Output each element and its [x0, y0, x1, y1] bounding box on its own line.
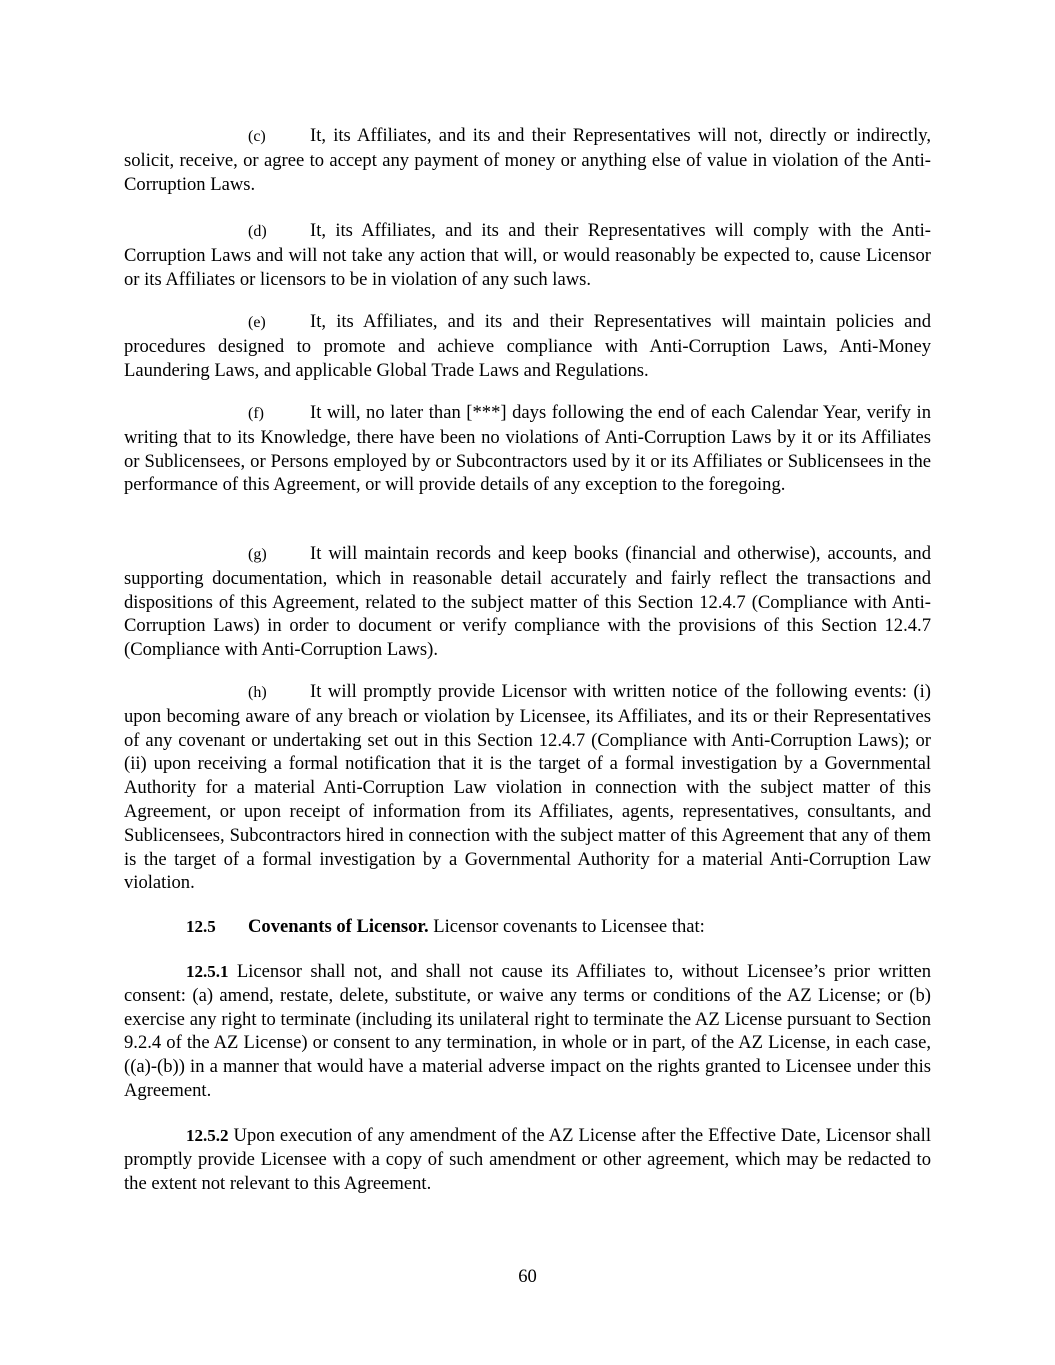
paragraph-c-text: It, its Affiliates, and its and their Representatives will not, directly or indirectly, solicit, receive, or agree to accept any payment of money or anything else of value in violation of the Anti-Corruption Laws. [124, 125, 931, 195]
paragraph-g [124, 542, 931, 662]
section-12-5-number: 12.5 [186, 917, 216, 936]
section-12-5-1 [124, 960, 931, 1103]
paragraph-h [124, 680, 931, 895]
paragraph-f [124, 401, 931, 497]
paragraph-d-label: (d) [248, 223, 267, 240]
paragraph-e-label: (e) [248, 314, 266, 331]
section-12-5-title: Covenants of Licensor. [248, 916, 429, 937]
paragraph-f-text: It will, no later than [***] days following the end of each Calendar Year, verify in writing that to its Knowledge, there have been no violations of Anti-Corruption Laws by it or its Affiliates or Sublicensees, or Persons employed by or Subcontractors used by it or its Affiliates or Sublicensees in the performance of this Agreement, or will provide details of any exception to the foregoing. [124, 402, 931, 496]
paragraph-d-text: It, its Affiliates, and its and their Representatives will comply with the Anti-Corruption Laws and will not take any action that will, or would reasonably be expected to, cause Licensor or its Affiliates or licensors to be in violation of any such laws. [124, 220, 931, 290]
section-12-5-2-number: 12.5.2 [186, 1126, 229, 1145]
paragraph-e-text: It, its Affiliates, and its and their Representatives will maintain policies and procedures designed to promote and achieve compliance with Anti-Corruption Laws, Anti-Money Laundering Laws, and applicable Global Trade Laws and Regulations. [124, 311, 931, 381]
paragraph-f-label: (f) [248, 405, 264, 422]
section-12-5-text: Licensor covenants to Licensee that: [433, 916, 705, 937]
paragraph-g-text: It will maintain records and keep books (financial and otherwise), accounts, and supporting documentation, which in reasonable detail accurately and fairly reflect the transactions and dispositions of this Agreement, related to the subject matter of this Section 12.4.7 (Compliance with Anti-Corruption Laws) in order to document or verify compliance with the provisions of this Section 12.4.7 (Compliance with Anti-Corruption Laws). [124, 543, 931, 661]
paragraph-c-label: (c) [248, 128, 266, 145]
section-12-5-1-number: 12.5.1 [186, 962, 229, 981]
page-number: 60 [518, 1266, 537, 1287]
paragraph-e [124, 310, 931, 382]
paragraph-c [124, 124, 931, 196]
paragraph-h-text: It will promptly provide Licensor with written notice of the following events: (i) upon becoming aware of any breach or violation by Licensee, its Affiliates, and its or their Representatives of any covenant or undertaking set out in this Section 12.4.7 (Compliance with Anti-Corruption Laws); or (ii) upon receiving a formal notification that it is the target of a formal investigation by a Governmental Authority for a material Anti-Corruption Law violation in connection with the subject matter of this Agreement, or upon receipt of information from its Affiliates, agents, representatives, consultants, and Sublicensees, Subcontractors hired in connection with the subject matter of this Agreement that any of them is the target of a formal investigation by a Governmental Authority for a material Anti-Corruption Law violation. [124, 681, 931, 894]
section-12-5-2-text: Upon execution of any amendment of the AZ License after the Effective Date, Licensor shall promptly provide Licensee with a copy of such amendment or other agreement, which may be redacted to the extent not relevant to this Agreement. [124, 1125, 931, 1194]
section-12-5-1-text: Licensor shall not, and shall not cause its Affiliates to, without Licensee’s prior written consent: (a) amend, restate, delete, substitute, or waive any terms or conditions of the AZ License; or (b) exercise any right to terminate (including its unilateral right to terminate the AZ License pursuant to Section 9.2.4 of the AZ License) or consent to any termination, in whole or in part, of the AZ License, in each case, ((a)-(b)) in a manner that would have a material adverse impact on the rights granted to Licensee under this Agreement. [124, 961, 932, 1101]
paragraph-d [124, 219, 931, 291]
section-12-5-heading [124, 915, 931, 939]
paragraph-h-label: (h) [248, 684, 267, 701]
section-12-5-2 [124, 1124, 931, 1195]
paragraph-g-label: (g) [248, 546, 267, 563]
